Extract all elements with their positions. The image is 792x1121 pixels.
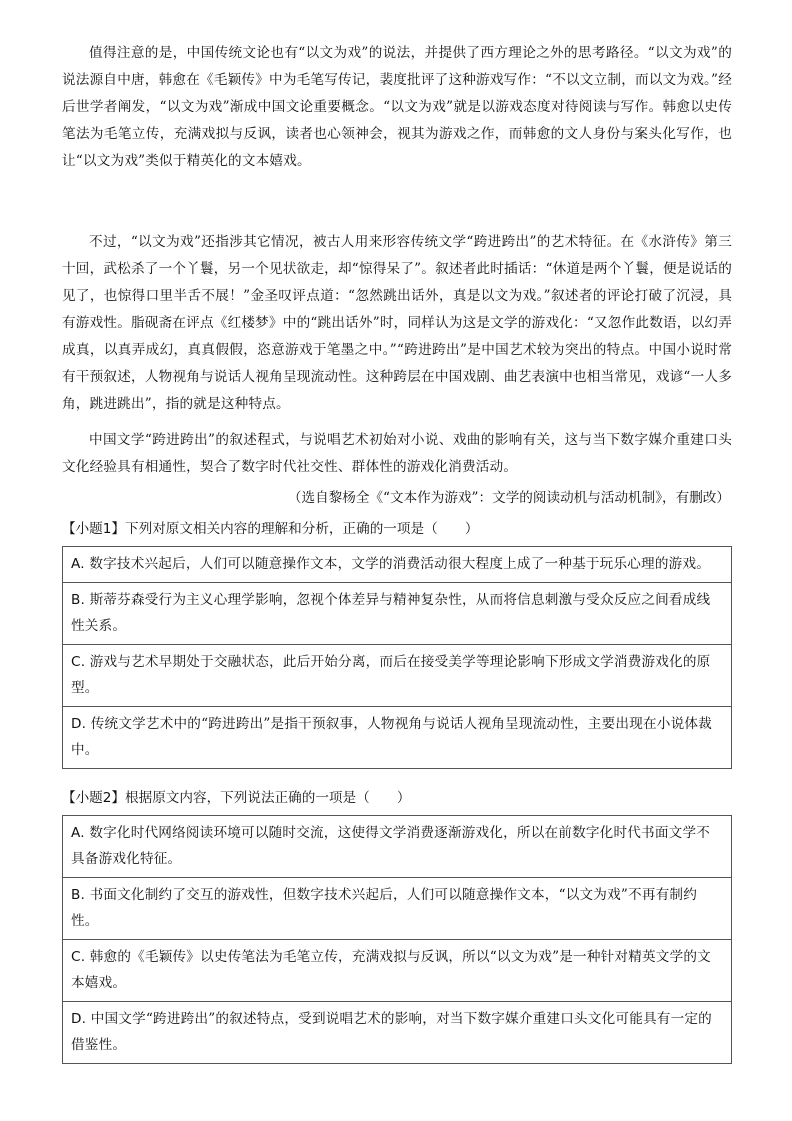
question-2-option-b[interactable] bbox=[63, 878, 731, 940]
option-text: 韩愈的《毛颖传》以史传笔法为毛笔立传，充满戏拟与反讽，所以“以文为戏”是一种针对精英文学的文本嬉戏。 bbox=[71, 949, 711, 991]
question-1-option-c[interactable] bbox=[63, 645, 731, 707]
passage-source: （选自黎杨全《“文本作为游戏”：文学的阅读动机与活动机制》，有删改） bbox=[287, 490, 730, 506]
question-1-options bbox=[62, 546, 732, 769]
option-text: 传统文学艺术中的“跨进跨出”是指干预叙事，人物视角与说话人视角呈现流动性，主要出现在小说体裁中。 bbox=[71, 716, 712, 758]
question-2-title: 【小题2】根据原文内容，下列说法正确的一项是（ ） bbox=[62, 790, 411, 806]
option-text: 斯蒂芬森受行为主义心理学影响，忽视个体差异与精神复杂性，从而将信息刺激与受众反应之间看成线性关系。 bbox=[71, 592, 711, 634]
passage-paragraph-2: 不过，“以文为戏”还指涉其它情况，被古人用来形容传统文学“跨进跨出”的艺术特征。在《水浒传》第三十回，武松杀了一个丫鬟，另一个见状欲走，却“惊得呆了”。叙述者此时插话：“休道是两个丫鬟，便是说话的见了，也惊得口里半舌不展！”金圣叹评点道：“忽然跳出话外，真是以文为戏。”叙述者的评论打破了沉浸，具有游戏性。脂砚斋在评点《红楼梦》中的“跳出话外”时，同样认为这是文学的游戏化：“又忽作此数语，以幻弄成真，以真弄成幻，真真假假，恣意游戏于笔墨之中。”“跨进跨出”是中国艺术较为突出的特点。中国小说时常有干预叙述，人物视角与说话人视角呈现流动性。这种跨层在中国戏剧、曲艺表演中也相当常见，戏谚“一人多角，跳进跳出”，指的就是这种特点。 bbox=[62, 234, 732, 412]
question-1-option-a[interactable] bbox=[63, 547, 731, 583]
option-text: 数字化时代网络阅读环境可以随时交流，这使得文学消费逐渐游戏化，所以在前数字化时代书面文学不具备游戏化特征。 bbox=[71, 825, 711, 867]
option-letter: A. bbox=[71, 556, 85, 572]
option-letter: B. bbox=[71, 592, 86, 608]
option-letter: D. bbox=[71, 716, 87, 732]
option-letter: A. bbox=[71, 825, 85, 841]
option-letter: D. bbox=[71, 1011, 87, 1027]
option-letter: B. bbox=[71, 887, 86, 903]
option-text: 书面文化制约了交互的游戏性，但数字技术兴起后，人们可以随意操作文本，“以文为戏”不再有制约性。 bbox=[71, 887, 698, 929]
option-letter: C. bbox=[71, 949, 86, 965]
question-1-option-d[interactable] bbox=[63, 707, 731, 768]
option-text: 游戏与艺术早期处于交融状态，此后开始分离，而后在接受美学等理论影响下形成文学消费游戏化的原型。 bbox=[71, 654, 711, 696]
question-2-option-d[interactable] bbox=[63, 1002, 731, 1063]
question-1-option-b[interactable] bbox=[63, 583, 731, 645]
passage-paragraph-1: 值得注意的是，中国传统文论也有“以文为戏”的说法，并提供了西方理论之外的思考路径。“以文为戏”的说法源自中唐，韩愈在《毛颖传》中为毛笔写传记，裴度批评了这种游戏写作：“不以文立制，而以文为戏。”经后世学者阐发，“以文为戏”渐成中国文论重要概念。“以文为戏”就是以游戏态度对待阅读与写作。韩愈以史传笔法为毛笔立传，充满戏拟与反讽，读者也心领神会，视其为游戏之作，而韩愈的文人身份与案头化写作，也让“以文为戏”类似于精英化的文本嬉戏。 bbox=[62, 45, 732, 169]
option-text: 数字技术兴起后，人们可以随意操作文本，文学的消费活动很大程度上成了一种基于玩乐心理的游戏。 bbox=[89, 556, 711, 572]
question-2-options bbox=[62, 815, 732, 1064]
question-2-option-a[interactable] bbox=[63, 816, 731, 878]
option-letter: C. bbox=[71, 654, 86, 670]
question-2-option-c[interactable] bbox=[63, 940, 731, 1002]
question-1-title: 【小题1】下列对原文相关内容的理解和分析，正确的一项是（ ） bbox=[62, 521, 479, 537]
passage-paragraph-3: 中国文学“跨进跨出”的叙述程式，与说唱艺术初始对小说、戏曲的影响有关，这与当下数字媒介重建口头文化经验具有相通性，契合了数字时代社交性、群体性的游戏化消费活动。 bbox=[62, 432, 732, 475]
option-text: 中国文学“跨进跨出”的叙述特点，受到说唱艺术的影响，对当下数字媒介重建口头文化可能具有一定的借鉴性。 bbox=[71, 1011, 712, 1053]
